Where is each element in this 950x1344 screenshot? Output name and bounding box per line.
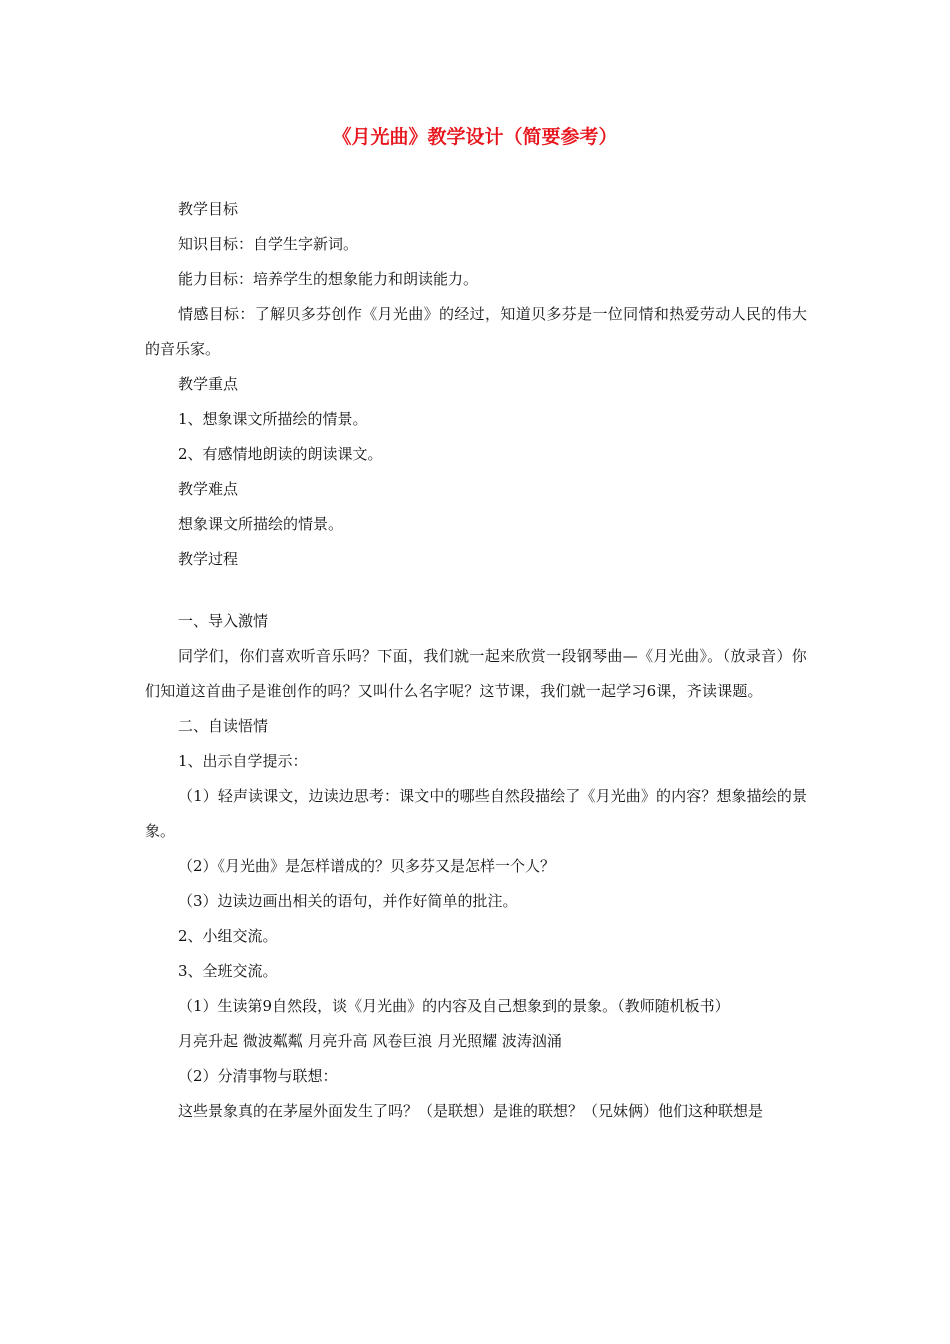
section-heading-self-reading: 二、自读悟情	[178, 717, 269, 735]
paragraph: 能力目标：培养学生的想象能力和朗读能力。	[178, 270, 479, 288]
section-heading-objectives: 教学目标	[178, 200, 239, 218]
paragraph: 情感目标：了解贝多芬创作《月光曲》的经过，知道贝多芬是一位同情和热爱劳动人民的伟大的音乐家。	[145, 305, 807, 358]
paragraph: 2、有感情地朗读的朗读课文。	[178, 445, 383, 463]
paragraph: 月亮升起 微波粼粼 月亮升高 风卷巨浪 月光照耀 波涛汹涌	[178, 1032, 562, 1050]
paragraph: （1）轻声读课文，边读边思考：课文中的哪些自然段描绘了《月光曲》的内容？想象描绘的景象。	[145, 787, 807, 840]
section-heading-intro: 一、导入激情	[178, 612, 269, 630]
paragraph: （2）《月光曲》是怎样谱成的？贝多芬又是怎样一个人？	[178, 857, 556, 875]
document-body	[145, 192, 807, 1129]
paragraph: 这些景象真的在茅屋外面发生了吗？（是联想）是谁的联想？（兄妹俩）他们这种联想是	[178, 1102, 764, 1120]
paragraph: 3、全班交流。	[178, 962, 278, 980]
section-heading-difficulties: 教学难点	[178, 480, 239, 498]
paragraph: （3）边读边画出相关的语句，并作好简单的批注。	[178, 892, 518, 910]
spacer	[145, 577, 807, 604]
document-title: 《月光曲》教学设计（简要参考）	[332, 126, 618, 148]
paragraph: 想象课文所描绘的情景。	[178, 515, 344, 533]
paragraph: 1、想象课文所描绘的情景。	[178, 410, 368, 428]
section-heading-process: 教学过程	[178, 550, 239, 568]
paragraph: 知识目标：自学生字新词。	[178, 235, 359, 253]
paragraph: （2）分清事物与联想：	[178, 1067, 338, 1085]
paragraph: 同学们，你们喜欢听音乐吗？下面，我们就一起来欣赏一段钢琴曲—《月光曲》。（放录音）你们知道这首曲子是谁创作的吗？又叫什么名字呢？这节课，我们就一起学习6课，齐读课题。	[145, 647, 807, 700]
section-heading-key-points: 教学重点	[178, 375, 239, 393]
paragraph: （1）生读第9自然段，谈《月光曲》的内容及自己想象到的景象。（教师随机板书）	[178, 997, 730, 1015]
paragraph: 2、小组交流。	[178, 927, 278, 945]
paragraph: 1、出示自学提示：	[178, 752, 308, 770]
